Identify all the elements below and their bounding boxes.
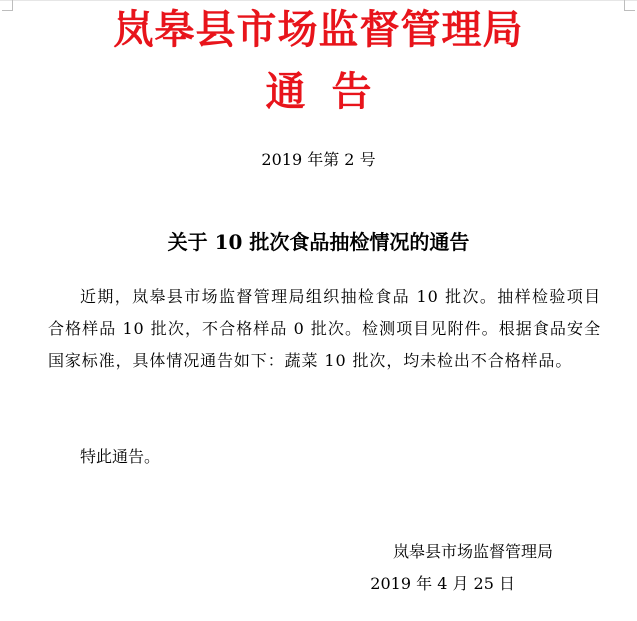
subject-title: 关于 10 批次食品抽检情况的通告 bbox=[167, 230, 470, 254]
closing-text: 特此通告。 bbox=[80, 447, 161, 466]
signature-block bbox=[370, 536, 553, 600]
organization-header: 岚皋县市场监督管理局 bbox=[113, 6, 524, 53]
document-number: 2019 年第 2 号 bbox=[261, 150, 376, 169]
notice-title: 通告 bbox=[265, 68, 398, 115]
page-top-border bbox=[0, 0, 637, 1]
signature-issuer: 岚皋县市场监督管理局 bbox=[392, 542, 553, 561]
signature-date: 2019 年 4 月 25 日 bbox=[370, 574, 515, 593]
body-paragraph: 近期，岚皋县市场监督管理局组织抽检食品 10 批次。抽样检验项目合格样品 10 批次，不合格样品 0 批次。检测项目见附件。根据食品安全国家标准，具体情况通告如下：蔬菜 10 批次，均未检出不合格样品。 bbox=[48, 287, 601, 370]
